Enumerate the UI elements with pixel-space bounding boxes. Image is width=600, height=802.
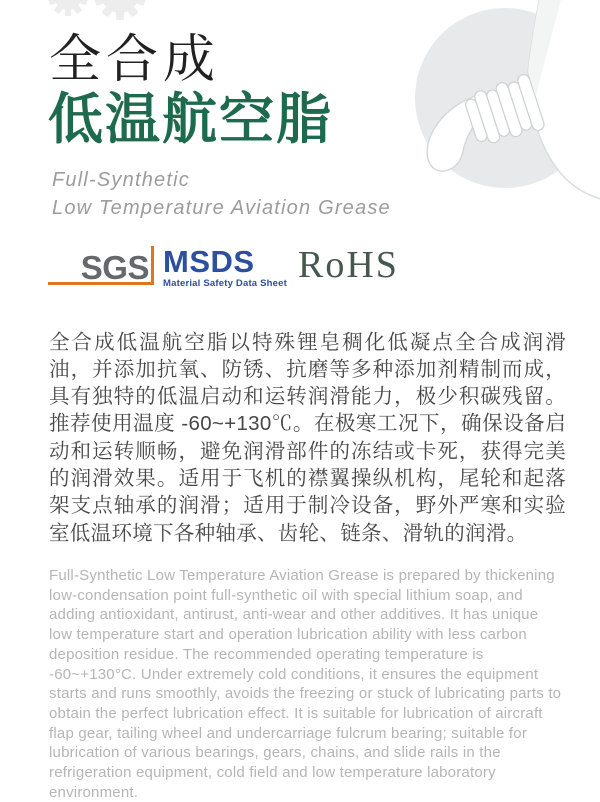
- rohs-logo-text: RoHS: [298, 244, 399, 286]
- description-chinese: 全合成低温航空脂以特殊锂皂稠化低凝点全合成润滑油，并添加抗氧、防锈、抗磨等多种添加剂精制而成，具有独特的低温启动和运转润滑能力，极少积碳残留。推荐使用温度 -60~+130℃。在极寒工况下，确保设备启动和运转顺畅，避免润滑部件的冻结或卡死，获得完美的润滑效果。适用于飞机的襟翼操纵机构，尾轮和起落架支点轴承的润滑；适用于制冷设备，野外严寒和实验室低温环境下各种轴承、齿轮、链条、滑轨的润滑。: [49, 330, 566, 545]
- subtitle-line1: Full-Synthetic: [52, 169, 190, 191]
- msds-logo-subtext: Material Safety Data Sheet: [163, 278, 287, 289]
- page-title-line1: 全合成: [49, 31, 221, 89]
- page-title-line2: 低温航空脂: [48, 88, 334, 150]
- rohs-logo: [298, 244, 399, 286]
- msds-logo: [163, 244, 293, 289]
- page-subtitle: [52, 166, 391, 222]
- sgs-logo: [48, 246, 154, 285]
- gear-icons: [40, 0, 170, 30]
- description-english: Full-Synthetic Low Temperature Aviation Grease is prepared by thickening low-condensation point full-synthetic oil with special lithium soap, and adding antioxidant, antirust, anti-wear and other additives. It has unique low temperature start and operation lubrication ability with less carbon deposition residue. The recommended operating temperature is -60~+130°C. Under extremely cold conditions, it ensures the equipment starts and runs smoothly, avoids the freezing or stuck of lubricating parts to obtain the perfect lubrication effect. It is suitable for lubrication of aircraft flap gear, tailing wheel and undercarriage fulcrum bearing; suitable for lubrication of various bearings, gears, chains, and slide rails in the refrigeration equipment, cold field and low temperature laboratory environment.: [49, 567, 562, 801]
- sgs-logo-text: SGS: [80, 249, 149, 286]
- msds-logo-text: MSDS: [163, 244, 255, 279]
- product-photo: [395, 0, 600, 210]
- subtitle-line2: Low Temperature Aviation Grease: [52, 197, 391, 219]
